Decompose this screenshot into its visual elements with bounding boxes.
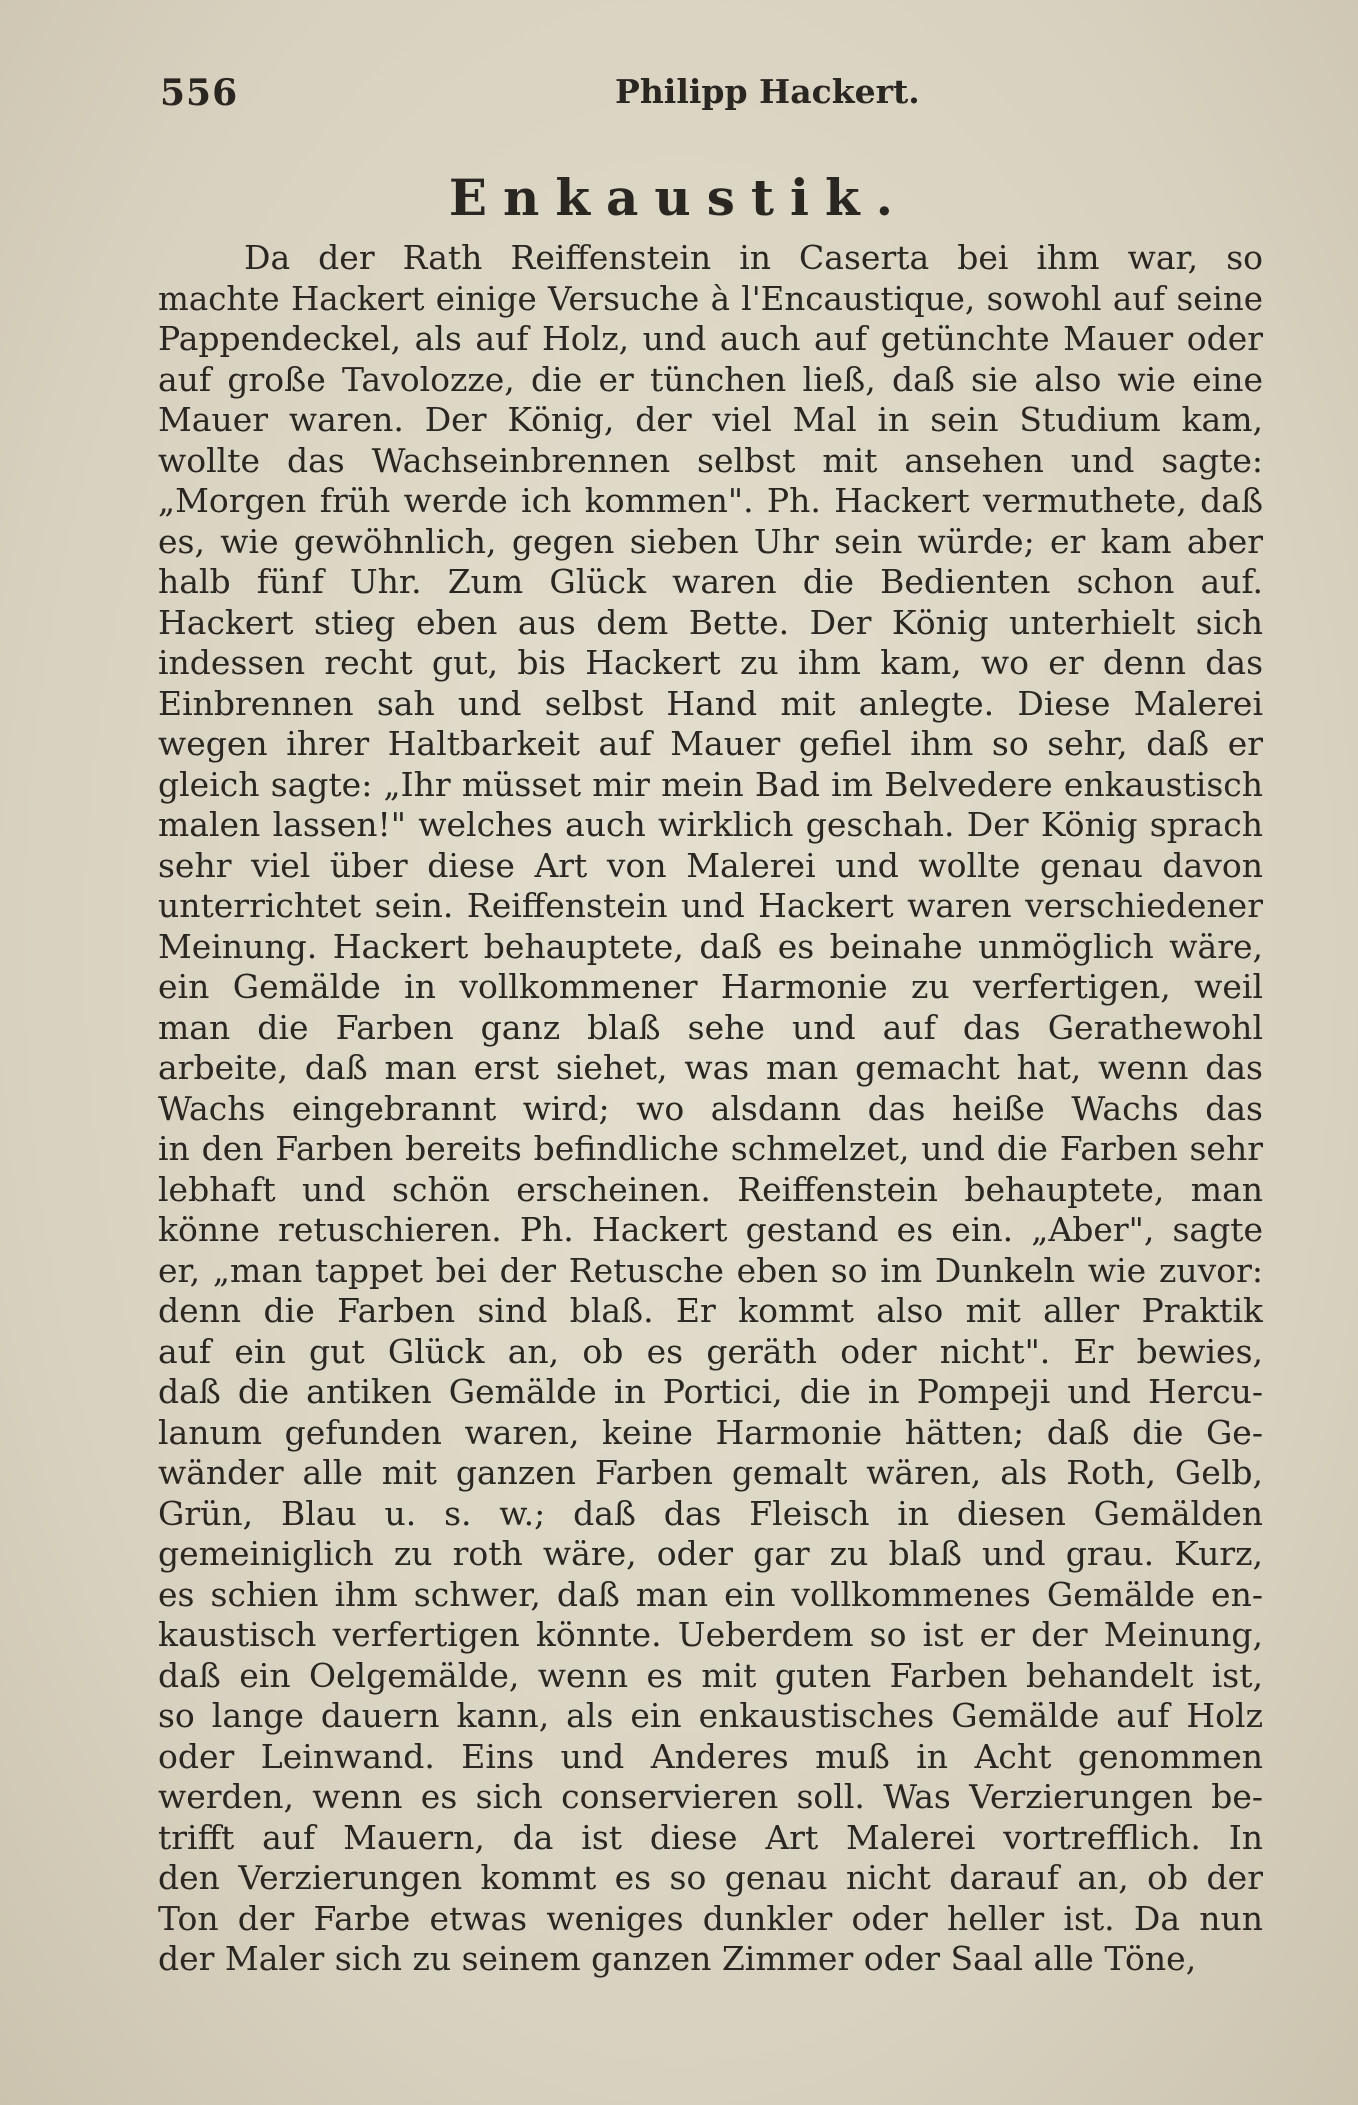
section-title: Enkaustik. (448, 168, 910, 227)
text-line: trifft auf Mauern, da ist diese Art Malerei vortrefflich. In (158, 1817, 1263, 1857)
text-line: Ton der Farbe etwas weniges dunkler oder heller ist. Da nun (158, 1898, 1263, 1938)
text-line: Grün, Blau u. s. w.; daß das Fleisch in diesen Gemälden (158, 1493, 1263, 1533)
body-text (158, 238, 1263, 1980)
text-line: könne retuschieren. Ph. Hackert gestand es ein. „Aber", sagte (158, 1210, 1263, 1249)
text-line: Da der Rath Reiffenstein in Caserta bei ihm war, so (244, 238, 1263, 277)
text-line: lanum gefunden waren, keine Harmonie hätten; daß die Ge- (158, 1412, 1263, 1452)
text-line: Meinung. Hackert behauptete, daß es beinahe unmöglich wäre, (158, 926, 1263, 966)
text-line: es schien ihm schwer, daß man ein vollkommenes Gemälde en- (158, 1574, 1263, 1614)
text-line: Hackert stieg eben aus dem Bette. Der König unterhielt sich (158, 602, 1263, 642)
page-header (160, 72, 1260, 132)
text-line: indessen recht gut, bis Hackert zu ihm kam, wo er denn das (158, 643, 1263, 682)
text-line: werden, wenn es sich conservieren soll. Was Verzierungen be- (158, 1777, 1263, 1816)
text-line: gleich sagte: „Ihr müsset mir mein Bad im Belvedere enkaustisch (158, 764, 1263, 804)
text-line: Mauer waren. Der König, der viel Mal in sein Studium kam, (158, 400, 1263, 439)
text-line: daß die antiken Gemälde in Portici, die in Pompeji und Hercu- (158, 1372, 1263, 1411)
text-line: denn die Farben sind blaß. Er kommt also mit aller Praktik (158, 1291, 1263, 1330)
text-line: Wachs eingebrannt wird; wo alsdann das heiße Wachs das (158, 1088, 1263, 1128)
text-line: malen lassen!" welches auch wirklich geschah. Der König sprach (158, 805, 1263, 844)
text-line: ein Gemälde in vollkommener Harmonie zu verfertigen, weil (158, 967, 1263, 1006)
text-line: gemeiniglich zu roth wäre, oder gar zu blaß und grau. Kurz, (158, 1534, 1263, 1573)
text-line: wegen ihrer Haltbarkeit auf Mauer gefiel ihm so sehr, daß er (158, 724, 1263, 763)
text-line: auf ein gut Glück an, ob es geräth oder nicht". Er bewies, (158, 1331, 1263, 1371)
text-line: in den Farben bereits befindliche schmelzet, und die Farben sehr (158, 1129, 1263, 1168)
text-line: arbeite, daß man erst siehet, was man gemacht hat, wenn das (158, 1048, 1263, 1087)
text-line: so lange dauern kann, als ein enkaustisches Gemälde auf Holz (158, 1696, 1263, 1735)
text-line: „Morgen früh werde ich kommen". Ph. Hackert vermuthete, daß (158, 481, 1263, 520)
running-head: Philipp Hackert. (615, 72, 920, 111)
text-line: er, „man tappet bei der Retusche eben so im Dunkeln wie zuvor: (158, 1250, 1263, 1290)
text-line: man die Farben ganz blaß sehe und auf das Gerathewohl (158, 1007, 1263, 1047)
text-line: halb fünf Uhr. Zum Glück waren die Bedienten schon auf. (158, 562, 1263, 601)
text-line: Pappendeckel, als auf Holz, und auch auf getünchte Mauer oder (158, 319, 1263, 358)
text-line: wänder alle mit ganzen Farben gemalt wären, als Roth, Gelb, (158, 1453, 1263, 1492)
text-line: es, wie gewöhnlich, gegen sieben Uhr sein würde; er kam aber (158, 521, 1263, 561)
text-line: oder Leinwand. Eins und Anderes muß in Acht genommen (158, 1736, 1263, 1776)
text-line: der Maler sich zu seinem ganzen Zimmer oder Saal alle Töne, (158, 1939, 1197, 1978)
text-line: wollte das Wachseinbrennen selbst mit ansehen und sagte: (158, 440, 1263, 480)
text-line: sehr viel über diese Art von Malerei und wollte genau davon (158, 845, 1263, 885)
page-number: 556 (160, 72, 239, 114)
text-line: machte Hackert einige Versuche à l'Encaustique, sowohl auf seine (158, 279, 1263, 318)
text-line: den Verzierungen kommt es so genau nicht darauf an, ob der (158, 1858, 1263, 1897)
text-line: lebhaft und schön erscheinen. Reiffenstein behauptete, man (158, 1169, 1263, 1209)
text-line: auf große Tavolozze, die er tünchen ließ, daß sie also wie eine (158, 359, 1263, 399)
text-line: daß ein Oelgemälde, wenn es mit guten Farben behandelt ist, (158, 1655, 1263, 1695)
text-line: kaustisch verfertigen könnte. Ueberdem so ist er der Meinung, (158, 1615, 1263, 1654)
text-line: unterrichtet sein. Reiffenstein und Hackert waren verschiedener (158, 886, 1263, 925)
text-line: Einbrennen sah und selbst Hand mit anlegte. Diese Malerei (158, 683, 1263, 723)
